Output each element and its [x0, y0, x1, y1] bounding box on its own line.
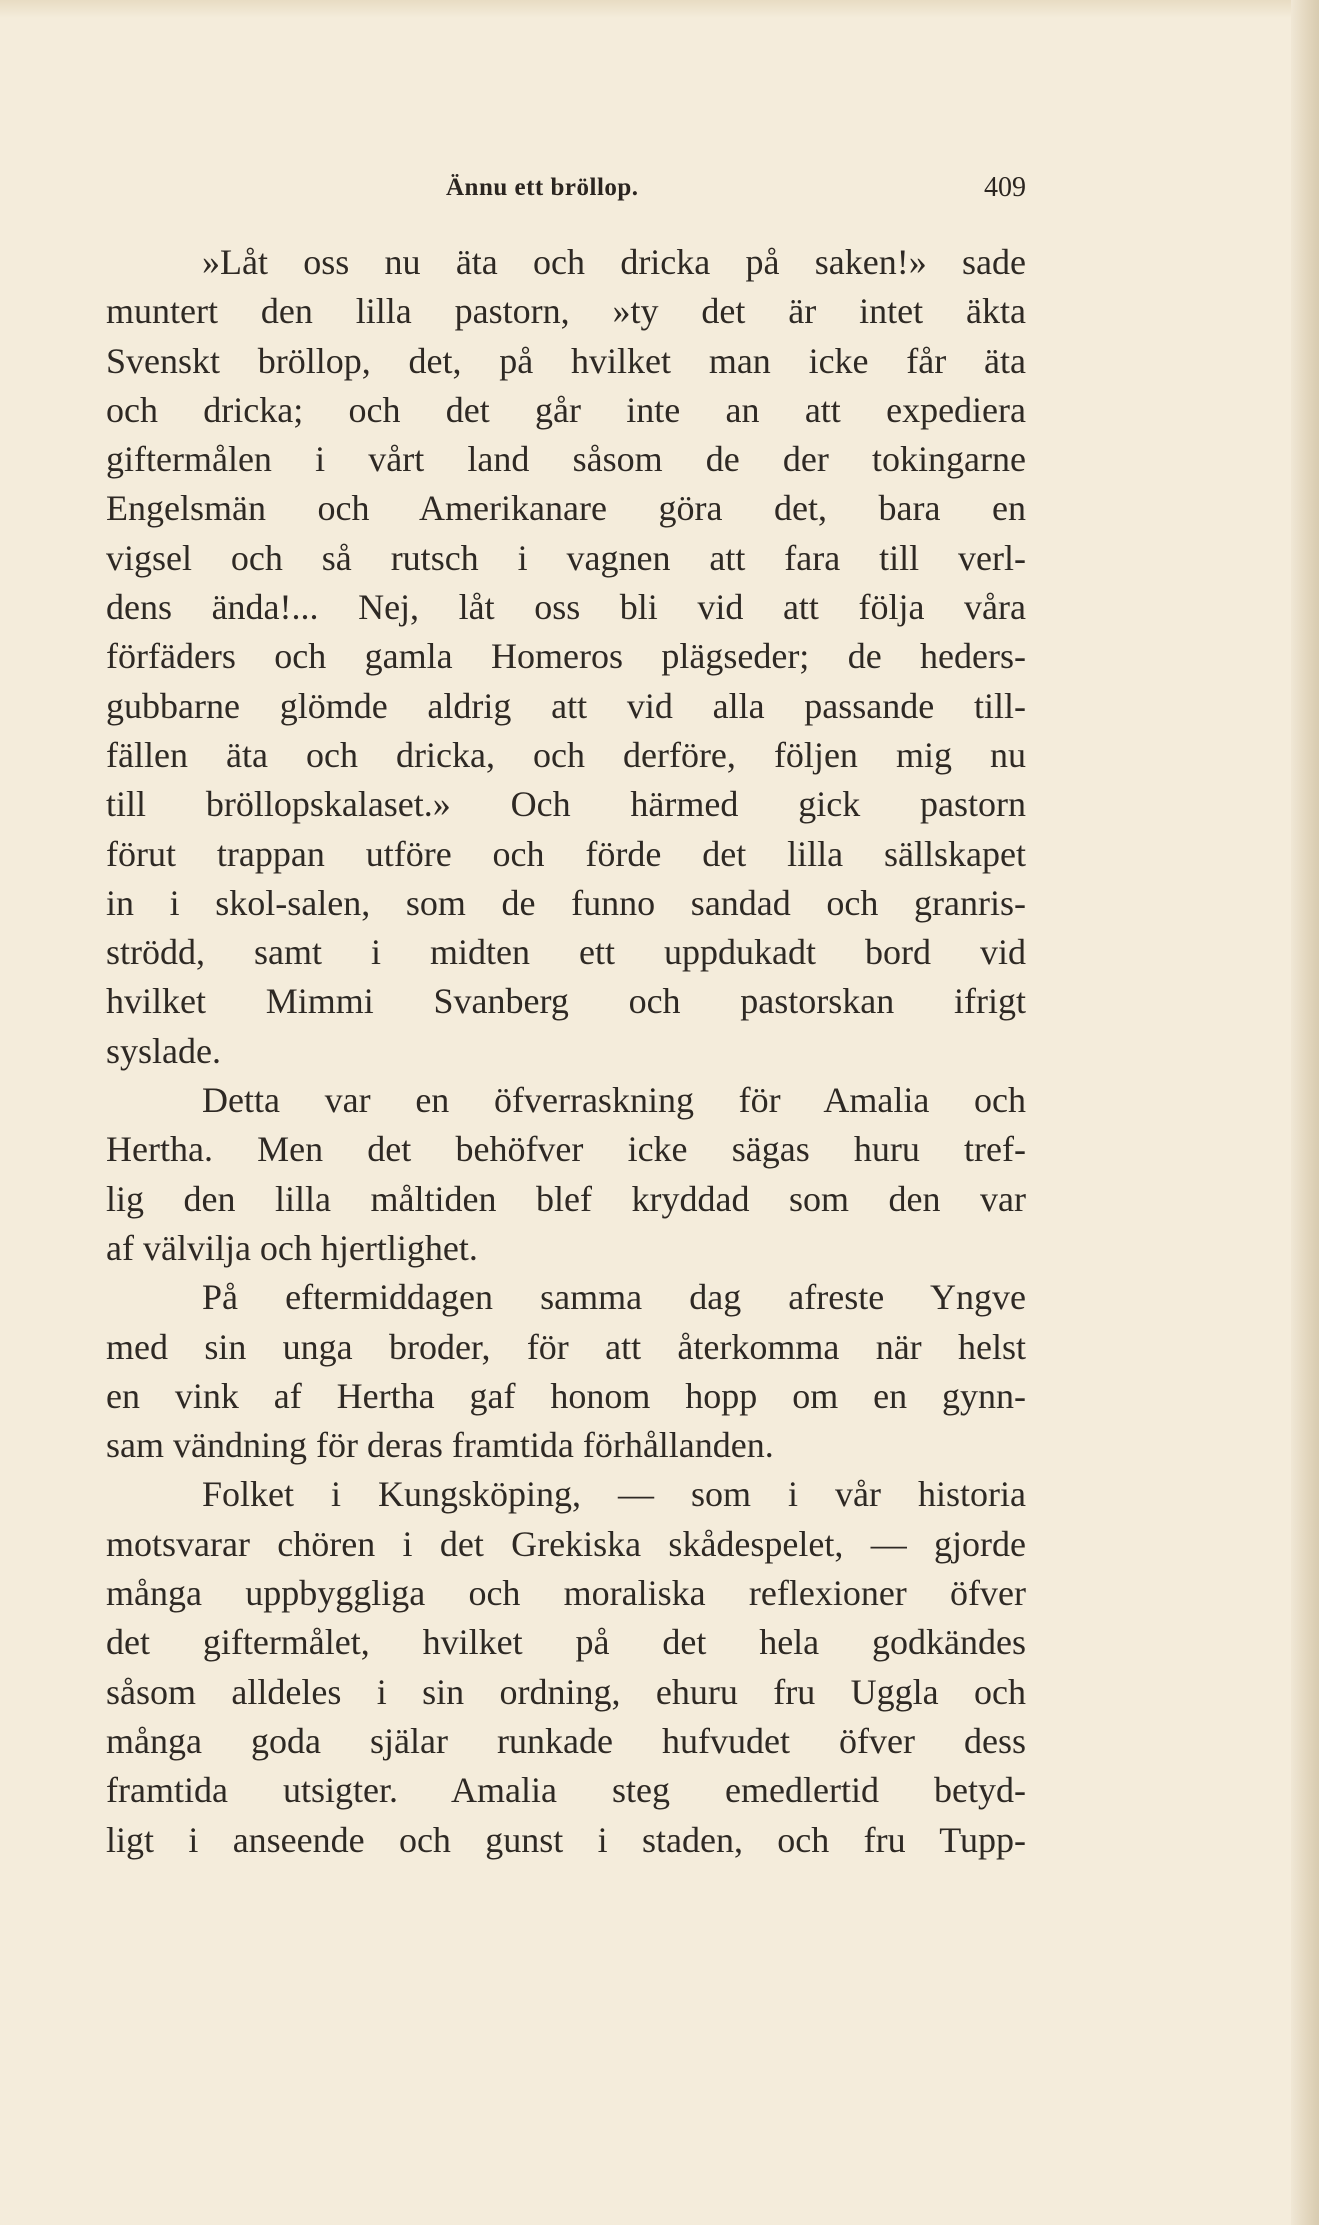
text-line: dens ända!... Nej, låt oss bli vid att följa våra: [106, 587, 1026, 628]
text-line: förfäders och gamla Homeros plägseder; de heders-: [106, 636, 1026, 677]
text-line: motsvarar chören i det Grekiska skådespelet, — gjorde: [106, 1523, 1026, 1564]
text-line: Folket i Kungsköping, — som i vår historia: [202, 1474, 1026, 1515]
text-line: och dricka; och det går inte an att expediera: [106, 389, 1026, 430]
text-line: Detta var en öfverraskning för Amalia och: [202, 1080, 1026, 1121]
text-line: Svenskt bröllop, det, på hvilket man icke får äta: [106, 340, 1026, 381]
page-number: 409: [984, 172, 1026, 203]
text-line: framtida utsigter. Amalia steg emedlertid betyd-: [106, 1770, 1026, 1811]
text-line: många uppbyggliga och moraliska reflexioner öfver: [106, 1573, 1026, 1614]
running-head: [106, 174, 1026, 214]
text-line: »Låt oss nu äta och dricka på saken!» sade: [202, 242, 1026, 282]
text-line: Engelsmän och Amerikanare göra det, bara en: [106, 488, 1026, 529]
body-text: [106, 238, 1026, 1865]
text-line: sam vändning för deras framtida förhållanden.: [106, 1425, 774, 1466]
text-line: gubbarne glömde aldrig att vid alla passande till-: [106, 685, 1026, 726]
text-line: till bröllopskalaset.» Och härmed gick pastorn: [106, 784, 1026, 825]
text-line: Hertha. Men det behöfver icke sägas huru tref-: [106, 1129, 1026, 1170]
text-line: in i skol-salen, som de funno sandad och granris-: [106, 882, 1026, 923]
text-line: muntert den lilla pastorn, »ty det är intet äkta: [106, 291, 1026, 332]
page-edge: [1291, 0, 1319, 2225]
text-line: På eftermiddagen samma dag afreste Yngve: [202, 1277, 1026, 1318]
text-line: fällen äta och dricka, och derföre, följen mig nu: [106, 734, 1026, 775]
running-title: Ännu ett bröllop.: [446, 174, 639, 201]
page-top-shadow: [0, 0, 1319, 18]
text-line: giftermålen i vårt land såsom de der tokingarne: [106, 439, 1026, 480]
text-line: syslade.: [106, 1030, 221, 1071]
text-line: det giftermålet, hvilket på det hela godkändes: [106, 1622, 1026, 1663]
text-line: lig den lilla måltiden blef kryddad som den var: [106, 1178, 1026, 1219]
text-line: med sin unga broder, för att återkomma när helst: [106, 1326, 1026, 1367]
text-line: hvilket Mimmi Svanberg och pastorskan ifrigt: [106, 981, 1026, 1022]
text-line: såsom alldeles i sin ordning, ehuru fru Uggla och: [106, 1671, 1026, 1712]
text-line: vigsel och så rutsch i vagnen att fara till verl-: [106, 537, 1026, 578]
text-line: en vink af Hertha gaf honom hopp om en gynn-: [106, 1375, 1026, 1416]
text-line: strödd, samt i midten ett uppdukadt bord vid: [106, 932, 1026, 973]
text-line: af välvilja och hjertlighet.: [106, 1227, 478, 1268]
text-line: många goda själar runkade hufvudet öfver dess: [106, 1720, 1026, 1761]
text-line: förut trappan utföre och förde det lilla sällskapet: [106, 833, 1026, 874]
text-line: ligt i anseende och gunst i staden, och fru Tupp-: [106, 1819, 1026, 1860]
